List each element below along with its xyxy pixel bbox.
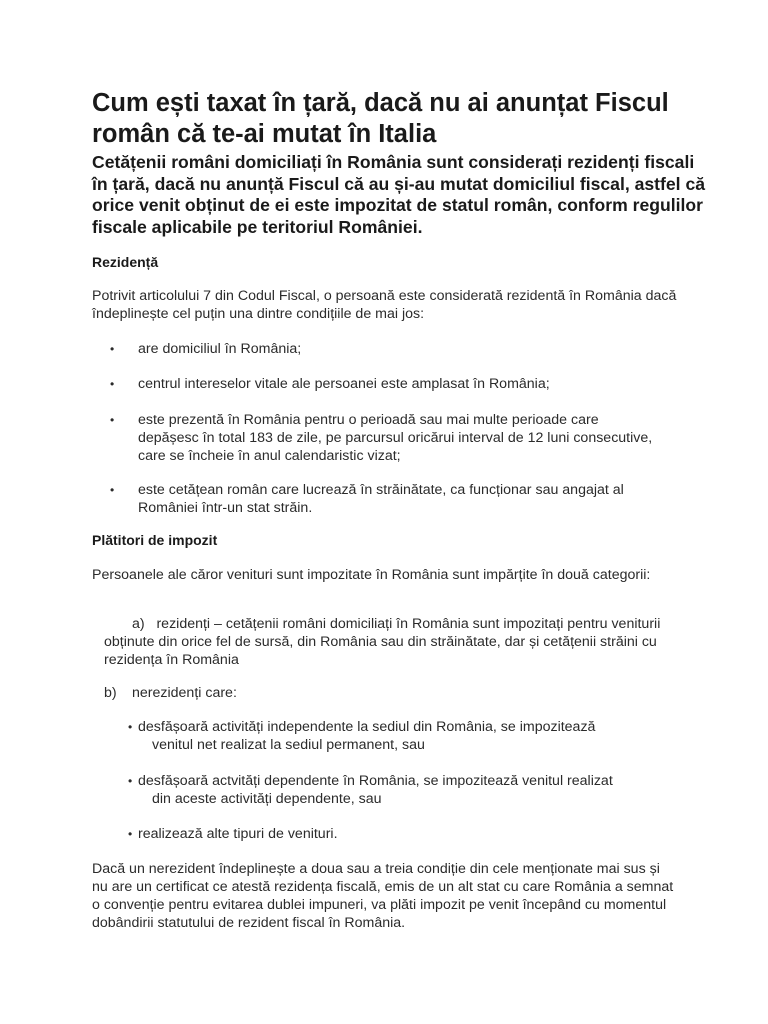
bullet-icon: • [110,483,115,497]
sub-item-line1: desfășoară activități independente la sediul din România, se impozitează [138,719,596,735]
item-text: nerezidenți care: [132,685,237,701]
list-item-text: este cetățean român care lucrează în străinătate, ca funcționar sau angajat al României într-un stat străin. [138,482,624,516]
bullet-icon: • [128,774,133,788]
sub-item-line1: desfășoară actvități dependente în România, se impozitează venitul realizat [138,773,613,789]
article-title: Cum ești taxat în țară, dacă nu ai anunțat Fiscul român că te-ai mutat în Italia [92,89,669,148]
closing-paragraph: Dacă un nerezident îndeplinește a doua sau a treia condiție din cele menționate mai sus și nu are un certificat ce atestă rezidența fiscală, emis de un alt stat cu care România a semnat o convenție pentru evitarea dublei impuneri, va plăti impozit pe venit începând cu momentul dobândirii statutului de rezident fiscal în România. [92,861,674,931]
bullet-icon: • [110,342,115,356]
platitori-intro: Persoanele ale căror venituri sunt impozitate în România sunt impărțite în două categorii: [92,567,651,583]
list-item-text: centrul intereselor vitale ale persoanei este amplasat în România; [138,376,550,392]
bullet-icon: • [128,720,133,734]
list-item-text: are domiciliul în România; [138,341,302,357]
sub-item-line2: venitul net realizat la sediul permanent, sau [152,737,425,753]
heading-rezidenta: Rezidență [92,254,159,270]
item-label: b) [104,685,117,701]
heading-platitori: Plătitori de impozit [92,532,218,548]
sub-item-line1: realizează alte tipuri de venituri. [138,826,338,842]
sub-item-line2: din aceste activități dependente, sau [152,791,382,807]
bullet-icon: • [128,827,133,841]
article-lead: Cetățenii români domiciliați în România sunt considerați rezidenți fiscali în țară, dacă nu anunță Fiscul că au și-au mutat domiciliul fiscal, astfel că orice venit obținut de ei este impozitat de statul român, conform regulilor fiscale aplicabile pe teritoriul României. [92,152,706,237]
list-item-text: este prezentă în România pentru o perioadă sau mai multe perioade care depășesc în total 183 de zile, pe parcursul oricărui interval de 12 luni consecutive, care se încheie în anul calendaristic vizat; [138,412,653,464]
item-text: rezidenți – cetățenii români domiciliați în România sunt impozitați pentru veniturii obținute din orice fel de sursă, din România sau din străinătate, dar și cetățenii străini cu rezidența în România [104,616,661,668]
bullet-icon: • [110,413,115,427]
bullet-icon: • [110,377,115,391]
item-label: a) [132,616,145,632]
rezidenta-intro: Potrivit articolului 7 din Codul Fiscal, o persoană este considerată rezidentă în România dacă îndeplinește cel puțin una dintre condițiile de mai jos: [92,288,677,322]
